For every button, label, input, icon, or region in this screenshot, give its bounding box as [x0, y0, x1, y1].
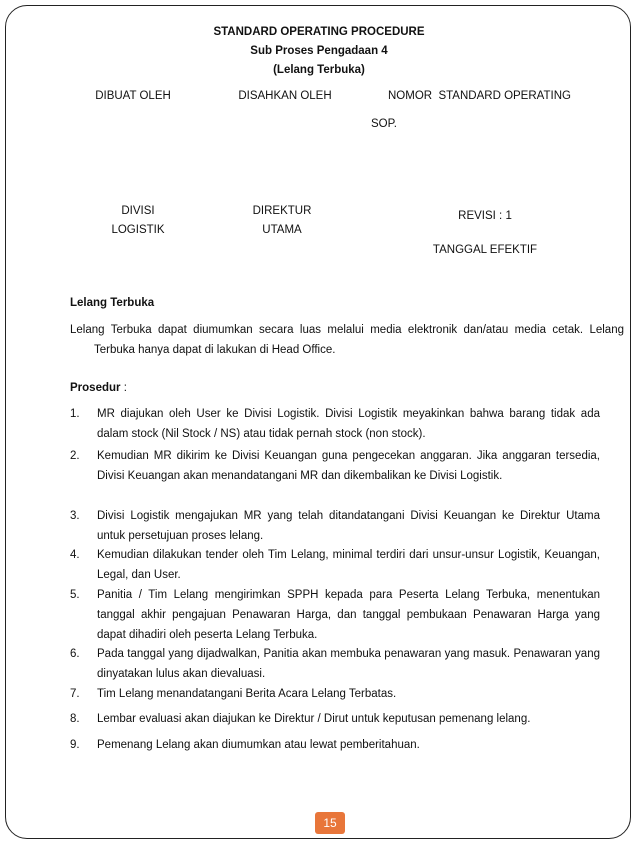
- step-text: Kemudian dilakukan tender oleh Tim Lelang, minimal terdiri dari unsur-unsur Logistik, Keuangan, Legal, dan User.: [97, 549, 600, 581]
- step-number: 6.: [70, 648, 80, 660]
- list-item: [70, 684, 600, 704]
- step-number: 9.: [70, 739, 80, 751]
- approved-by-dept-line2: UTAMA: [262, 224, 302, 236]
- made-by-label: DIBUAT OLEH: [95, 90, 171, 102]
- made-by-dept: [88, 202, 188, 240]
- page-number: 15: [315, 812, 345, 834]
- step-number: 3.: [70, 510, 80, 522]
- section-heading: Lelang Terbuka: [70, 297, 155, 309]
- sop-number-label: NOMOR STANDARD OPERATING: [388, 90, 571, 102]
- doc-process: (Lelang Terbuka): [273, 64, 365, 76]
- procedure-heading-suffix: :: [120, 382, 127, 394]
- step-number: 1.: [70, 408, 80, 420]
- approved-by-label: DISAHKAN OLEH: [238, 90, 332, 102]
- step-number: 8.: [70, 713, 80, 725]
- step-text: Pemenang Lelang akan diumumkan atau lewat pemberitahuan.: [97, 739, 420, 751]
- list-item: [70, 709, 600, 729]
- list-item: [70, 585, 600, 645]
- section-body: Lelang Terbuka dapat diumumkan secara luas melalui media elektronik dan/atau media cetak. Lelang Terbuka hanya dapat di lakukan di Head Office.: [70, 324, 624, 356]
- approved-by-dept: [232, 202, 332, 240]
- list-item: [70, 446, 600, 486]
- step-number: 7.: [70, 688, 80, 700]
- sop-number-value: SOP.: [371, 118, 397, 130]
- list-item: [70, 506, 600, 546]
- revision-label: REVISI : 1: [458, 210, 512, 222]
- doc-subtitle: Sub Proses Pengadaan 4: [250, 45, 388, 57]
- list-item: [70, 545, 600, 585]
- step-text: Lembar evaluasi akan diajukan ke Direktur / Dirut untuk keputusan pemenang lelang.: [97, 713, 531, 725]
- step-text: MR diajukan oleh User ke Divisi Logistik. Divisi Logistik meyakinkan bahwa barang tidak ada dalam stock (Nil Stock / NS) atau tidak pernah stock (non stock).: [97, 408, 600, 440]
- step-number: 4.: [70, 549, 80, 561]
- step-text: Panitia / Tim Lelang mengirimkan SPPH kepada para Peserta Lelang Terbuka, menentukan tanggal akhir pengajuan Penawaran Harga, dan tanggal pembukaan Penawaran Harga yang dapat dihadiri oleh peserta Lelang Terbuka.: [97, 589, 600, 641]
- step-text: Kemudian MR dikirim ke Divisi Keuangan guna pengecekan anggaran. Jika anggaran tersedia, Divisi Keuangan akan menandatangani MR dan dikembalikan ke Divisi Logistik.: [97, 450, 600, 482]
- procedure-heading: [70, 378, 600, 398]
- step-text: Tim Lelang menandatangani Berita Acara Lelang Terbatas.: [97, 688, 397, 700]
- made-by-dept-line2: LOGISTIK: [111, 224, 165, 236]
- doc-title: STANDARD OPERATING PROCEDURE: [213, 26, 425, 38]
- list-item: [70, 644, 600, 684]
- step-number: 2.: [70, 450, 80, 462]
- step-number: 5.: [70, 589, 80, 601]
- approved-by-dept-line1: DIREKTUR: [252, 205, 312, 217]
- effective-date-label: TANGGAL EFEKTIF: [432, 244, 538, 256]
- step-text: Pada tanggal yang dijadwalkan, Panitia akan membuka penawaran yang masuk. Penawaran yang dinyatakan lulus akan dievaluasi.: [97, 648, 600, 680]
- made-by-dept-line1: DIVISI: [121, 205, 155, 217]
- list-item: [70, 404, 600, 444]
- step-text: Divisi Logistik mengajukan MR yang telah ditandatangani Divisi Keuangan ke Direktur Utama untuk persetujuan proses lelang.: [97, 510, 600, 542]
- list-item: [70, 735, 600, 755]
- procedure-heading-label: Prosedur: [70, 382, 121, 394]
